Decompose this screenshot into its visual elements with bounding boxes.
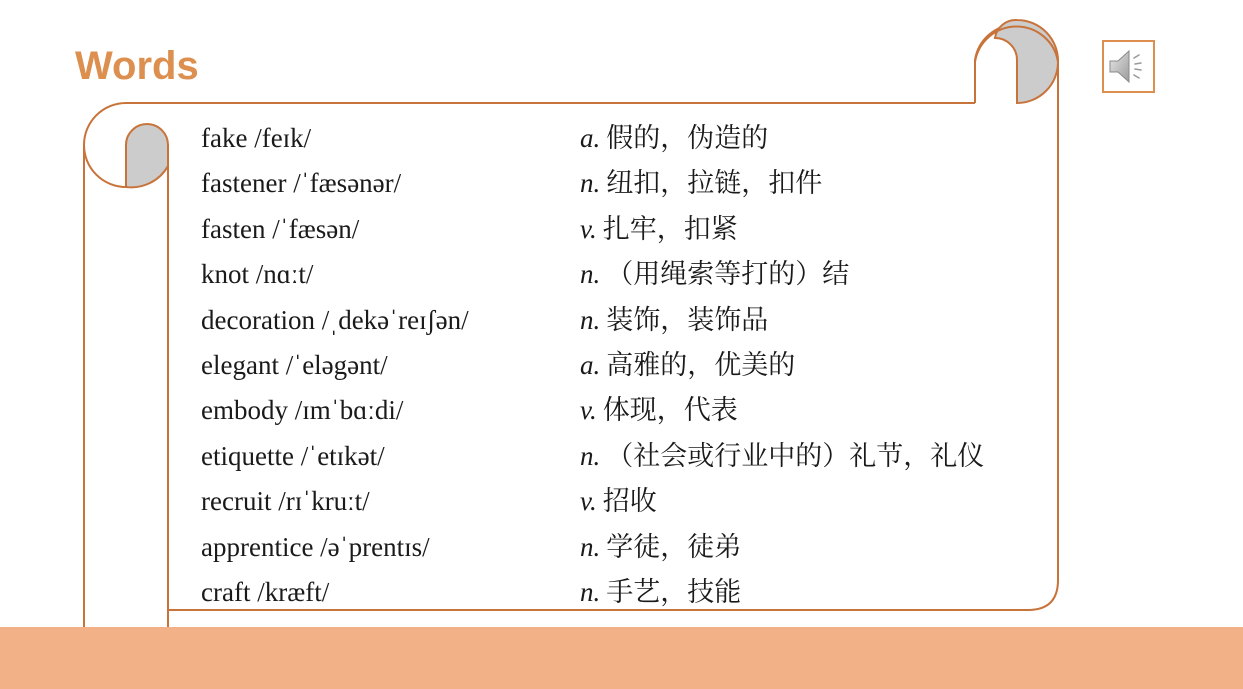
vocab-term: craft /kræft/	[201, 576, 330, 607]
part-of-speech: a.	[580, 123, 601, 153]
vocab-term: recruit /rɪˈkruːt/	[201, 486, 370, 517]
vocab-definition	[580, 479, 657, 524]
vocab-term: elegant /ˈeləgənt/	[201, 349, 388, 380]
part-of-speech: n.	[580, 531, 601, 562]
vocab-definition	[580, 298, 768, 343]
part-of-speech: n.	[580, 259, 601, 290]
vocab-definition	[580, 570, 741, 615]
vocab-term: fasten /ˈfæsən/	[201, 213, 360, 244]
vocab-definition	[580, 252, 849, 297]
vocab-definition	[580, 343, 795, 388]
chinese-meaning: 装饰，装饰品	[606, 304, 769, 335]
speaker-icon	[1104, 42, 1153, 91]
vocab-term: apprentice /əˈprentɪs/	[201, 531, 430, 562]
chinese-meaning: 体现，代表	[602, 395, 738, 426]
slide-title: Words	[75, 44, 199, 88]
vocab-row	[201, 116, 1061, 161]
chinese-meaning: 纽扣，拉链，扣件	[606, 168, 823, 199]
vocab-definition	[580, 388, 738, 433]
vocab-term: fake /feɪk/	[201, 123, 312, 153]
vocab-row	[201, 252, 1061, 297]
part-of-speech: v.	[580, 395, 597, 426]
vocab-row	[201, 434, 1061, 479]
chinese-meaning: 扎牢，扣紧	[602, 213, 738, 244]
scroll-curl-top-right	[995, 20, 1058, 103]
vocab-definition	[580, 525, 741, 570]
vocab-row	[201, 570, 1061, 615]
part-of-speech: a.	[580, 349, 601, 380]
chinese-meaning: 高雅的，优美的	[606, 349, 796, 380]
scroll-curl-left	[126, 124, 168, 187]
chinese-meaning: （用绳索等打的）结	[606, 259, 850, 290]
vocab-row	[201, 388, 1061, 433]
vocab-term: knot /nɑːt/	[201, 259, 314, 290]
vocab-row	[201, 161, 1061, 206]
chinese-meaning: 手艺，技能	[606, 576, 742, 607]
part-of-speech: n.	[580, 576, 601, 607]
part-of-speech: n.	[580, 168, 601, 199]
vocab-row	[201, 479, 1061, 524]
vocab-definition	[580, 116, 768, 161]
part-of-speech: n.	[580, 304, 601, 335]
vocab-row	[201, 525, 1061, 570]
footer-band	[0, 627, 1243, 689]
chinese-meaning: （社会或行业中的）礼节，礼仪	[606, 440, 985, 471]
chinese-meaning: 假的，伪造的	[606, 123, 769, 153]
part-of-speech: v.	[580, 213, 597, 244]
audio-button[interactable]	[1102, 40, 1155, 93]
chinese-meaning: 招收	[602, 486, 657, 517]
vocab-row	[201, 207, 1061, 252]
vocab-definition	[580, 207, 738, 252]
part-of-speech: v.	[580, 486, 597, 517]
vocab-term: decoration /ˌdekəˈreɪʃən/	[201, 304, 469, 335]
part-of-speech: n.	[580, 440, 601, 471]
vocab-term: embody /ɪmˈbɑːdi/	[201, 395, 404, 426]
vocab-definition	[580, 434, 984, 479]
chinese-meaning: 学徒，徒弟	[606, 531, 742, 562]
vocab-definition	[580, 161, 822, 206]
vocab-row	[201, 298, 1061, 343]
vocab-term: fastener /ˈfæsənər/	[201, 168, 402, 199]
vocab-term: etiquette /ˈetɪkət/	[201, 440, 385, 471]
vocab-row	[201, 343, 1061, 388]
vocabulary-list	[201, 116, 1061, 615]
